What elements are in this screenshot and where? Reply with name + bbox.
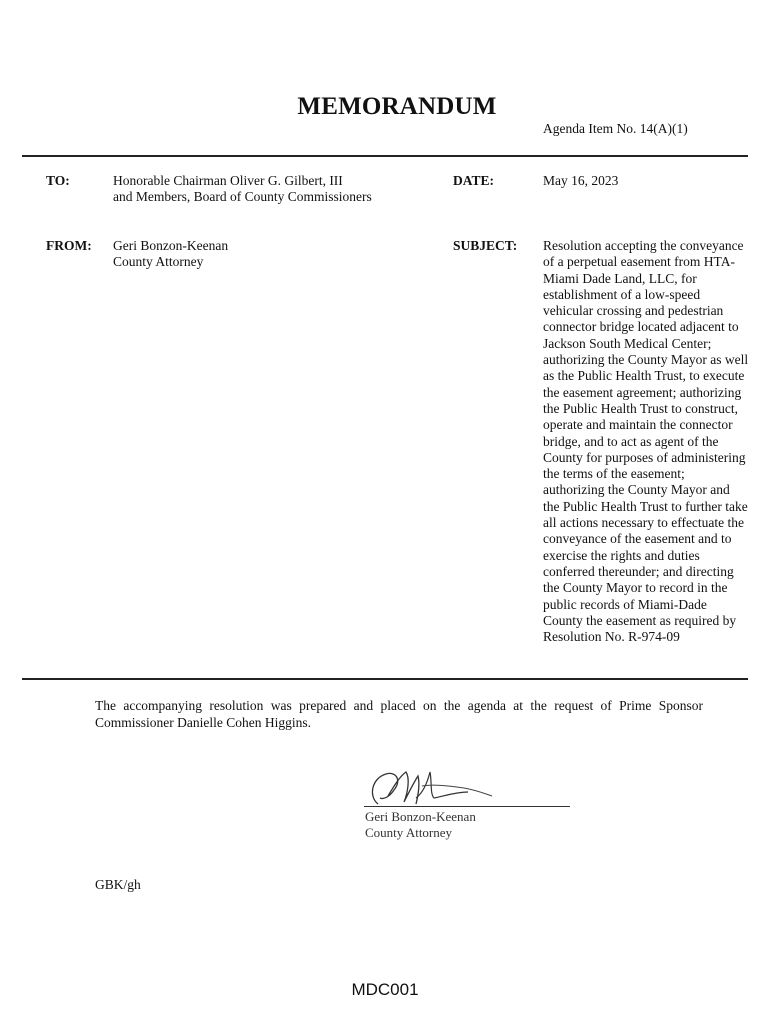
from-label: FROM: [46, 238, 92, 253]
header-divider [22, 155, 748, 157]
subject-label: SUBJECT: [453, 238, 518, 253]
document-code: MDC001 [351, 980, 419, 999]
memo-title: MEMORANDUM [297, 93, 497, 120]
signatory-name: Geri Bonzon-Keenan [365, 809, 476, 824]
signatory-title: County Attorney [365, 825, 453, 840]
from-line-1: Geri Bonzon-Keenan [113, 238, 229, 253]
to-recipient [113, 173, 372, 206]
typist-initials: GBK/gh [95, 877, 141, 892]
signature-line [364, 806, 570, 807]
signature-block [365, 809, 476, 841]
subject-text: Resolution accepting the conveyance of a perpetual easement from HTA-Miami Dade Land, LLC, for establishment of a low-speed vehicular crossing and pedestrian connector bridge located adjacent to Jackson South Medical Center; authorizing the County Mayor as well as the Public Health Trust, to execute the easement agreement; authorizing the Public Health Trust to construct, operate and maintain the connector bridge, and to act as agent of the County for purposes of administering the terms of the easement; authorizing the County Mayor and the Public Health Trust to further take all actions necessary to effectuate the conveyance of the easement and to exercise the rights and duties conferred thereunder; and directing the County Mayor to record in the public records of Miami-Dade County the easement as required by Resolution No. R-974-09 [543, 238, 749, 645]
to-line-2: and Members, Board of County Commissioners [113, 189, 372, 205]
to-line-1: Honorable Chairman Oliver G. Gilbert, III [113, 173, 343, 188]
from-line-2: County Attorney [113, 254, 204, 270]
memo-body-paragraph: The accompanying resolution was prepared and placed on the agenda at the request of Prime Sponsor Commissioner Danielle Cohen Higgins. [95, 698, 703, 730]
agenda-item-number: Agenda Item No. 14(A)(1) [543, 121, 688, 136]
body-divider [22, 678, 748, 680]
from-sender [113, 238, 228, 271]
date-value: May 16, 2023 [543, 173, 619, 188]
to-label: TO: [46, 173, 70, 188]
date-label: DATE: [453, 173, 495, 188]
